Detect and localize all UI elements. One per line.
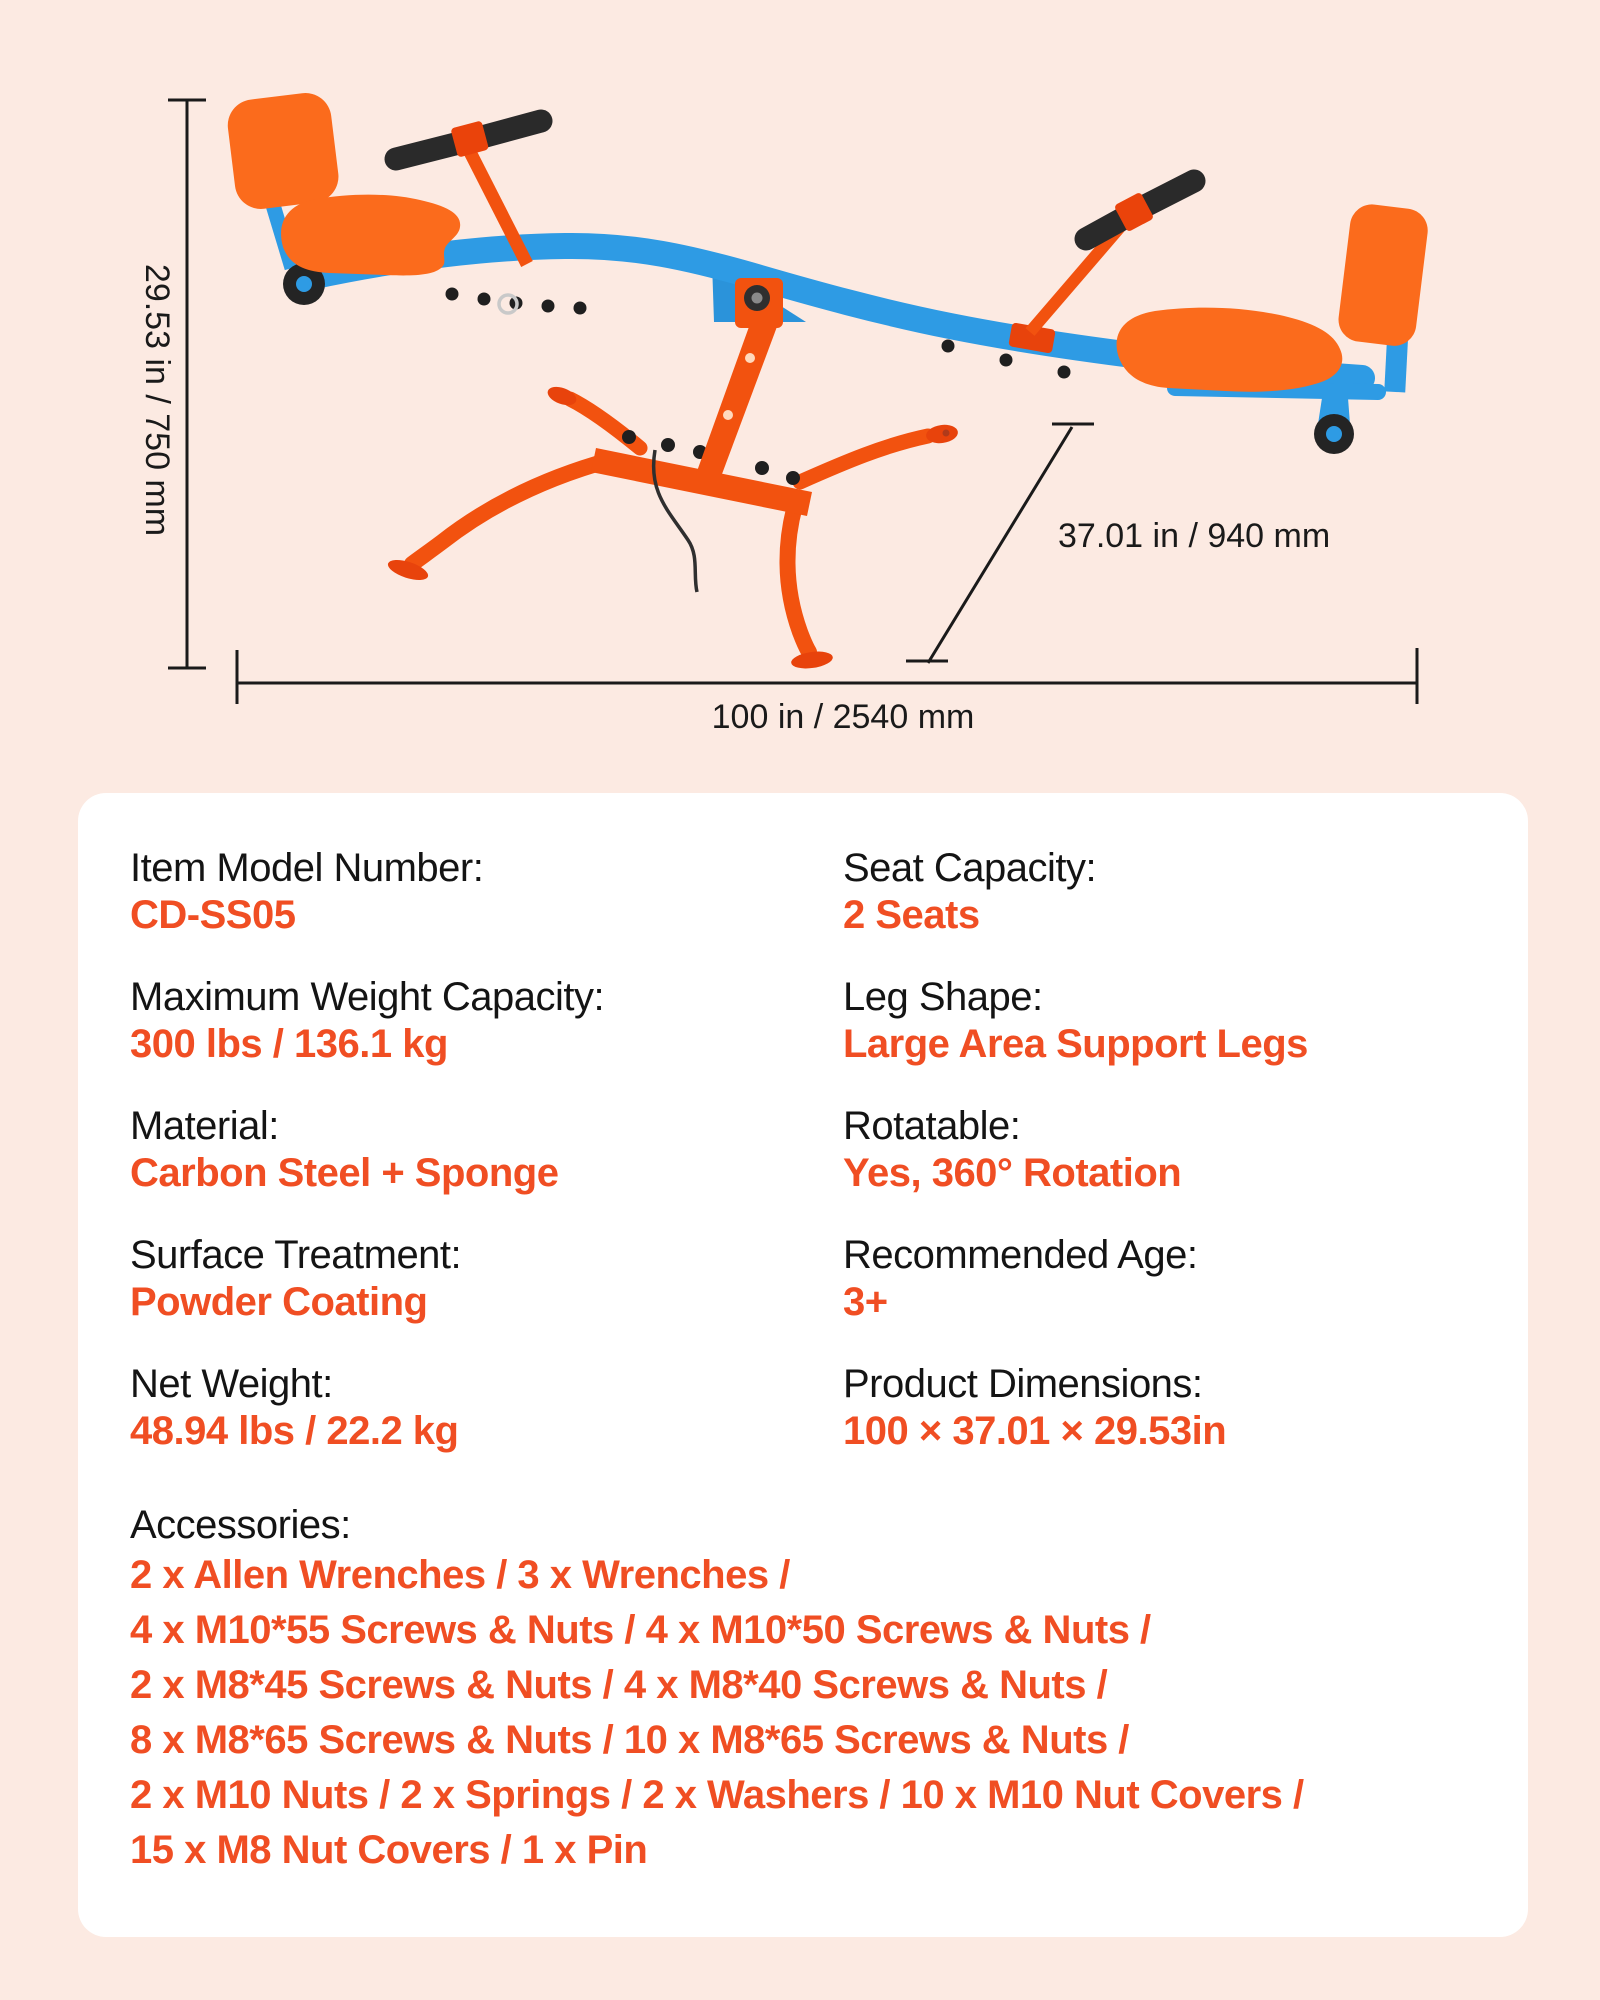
spec-value: 3+ [843, 1280, 888, 1324]
spec-label: Item Model Number: [130, 846, 484, 890]
spec-label: Surface Treatment: [130, 1233, 462, 1277]
height-dimension-label: 29.53 in / 750 mm [138, 263, 176, 537]
depth-dimension-label: 37.01 in / 940 mm [1058, 517, 1331, 555]
spec-surface-treatment [130, 1232, 843, 1326]
spec-label: Recommended Age: [843, 1233, 1198, 1277]
spec-value: 2 Seats [843, 893, 980, 937]
spec-label: Leg Shape: [843, 975, 1043, 1019]
spec-value: Carbon Steel + Sponge [130, 1151, 559, 1195]
right-cushion [1117, 308, 1343, 392]
spec-value: 300 lbs / 136.1 kg [130, 1022, 448, 1066]
spec-value: CD-SS05 [130, 893, 296, 937]
spec-value: Large Area Support Legs [843, 1022, 1308, 1066]
accessories-section [130, 1502, 1476, 1878]
accessories-line: 8 x M8*65 Screws & Nuts / 10 x M8*65 Screws & Nuts / [130, 1718, 1129, 1762]
spec-label: Seat Capacity: [843, 846, 1097, 890]
spec-label: Maximum Weight Capacity: [130, 975, 605, 1019]
spec-grid [130, 845, 1476, 1490]
accessories-line: 15 x M8 Nut Covers / 1 x Pin [130, 1828, 648, 1872]
left-cushion [281, 195, 460, 276]
right-seat [1117, 202, 1431, 454]
spec-value: 48.94 lbs / 22.2 kg [130, 1409, 459, 1453]
spec-value: Yes, 360° Rotation [843, 1151, 1182, 1195]
spec-leg-shape [843, 974, 1476, 1068]
spec-label: Material: [130, 1104, 279, 1148]
spec-max-weight-capacity [130, 974, 843, 1068]
product-illustration [0, 0, 1600, 790]
left-backrest [225, 90, 342, 212]
spec-net-weight [130, 1361, 843, 1455]
accessories-label: Accessories: [130, 1503, 351, 1547]
spec-recommended-age [843, 1232, 1476, 1326]
right-backrest [1336, 202, 1430, 348]
spec-value: 100 × 37.01 × 29.53in [843, 1409, 1227, 1453]
accessories-line: 2 x M8*45 Screws & Nuts / 4 x M8*40 Screws & Nuts / [130, 1663, 1108, 1707]
left-seat [225, 90, 460, 305]
spec-value: Powder Coating [130, 1280, 428, 1324]
spec-label: Product Dimensions: [843, 1362, 1203, 1406]
spec-seat-capacity [843, 845, 1476, 939]
spec-product-dimensions [843, 1361, 1476, 1455]
spec-item-model-number [130, 845, 843, 939]
accessories-line: 4 x M10*55 Screws & Nuts / 4 x M10*50 Screws & Nuts / [130, 1608, 1151, 1652]
spec-card [78, 793, 1528, 1937]
product-hero [0, 0, 1600, 790]
spec-material [130, 1103, 843, 1197]
spec-label: Rotatable: [843, 1104, 1021, 1148]
spec-rotatable [843, 1103, 1476, 1197]
spec-label: Net Weight: [130, 1362, 333, 1406]
width-dimension-label: 100 in / 2540 mm [711, 698, 975, 736]
accessories-line: 2 x M10 Nuts / 2 x Springs / 2 x Washers / 10 x M10 Nut Covers / [130, 1773, 1304, 1817]
seesaw [225, 90, 1430, 671]
accessories-line: 2 x Allen Wrenches / 3 x Wrenches / [130, 1553, 790, 1597]
pivot-stand [386, 324, 960, 671]
